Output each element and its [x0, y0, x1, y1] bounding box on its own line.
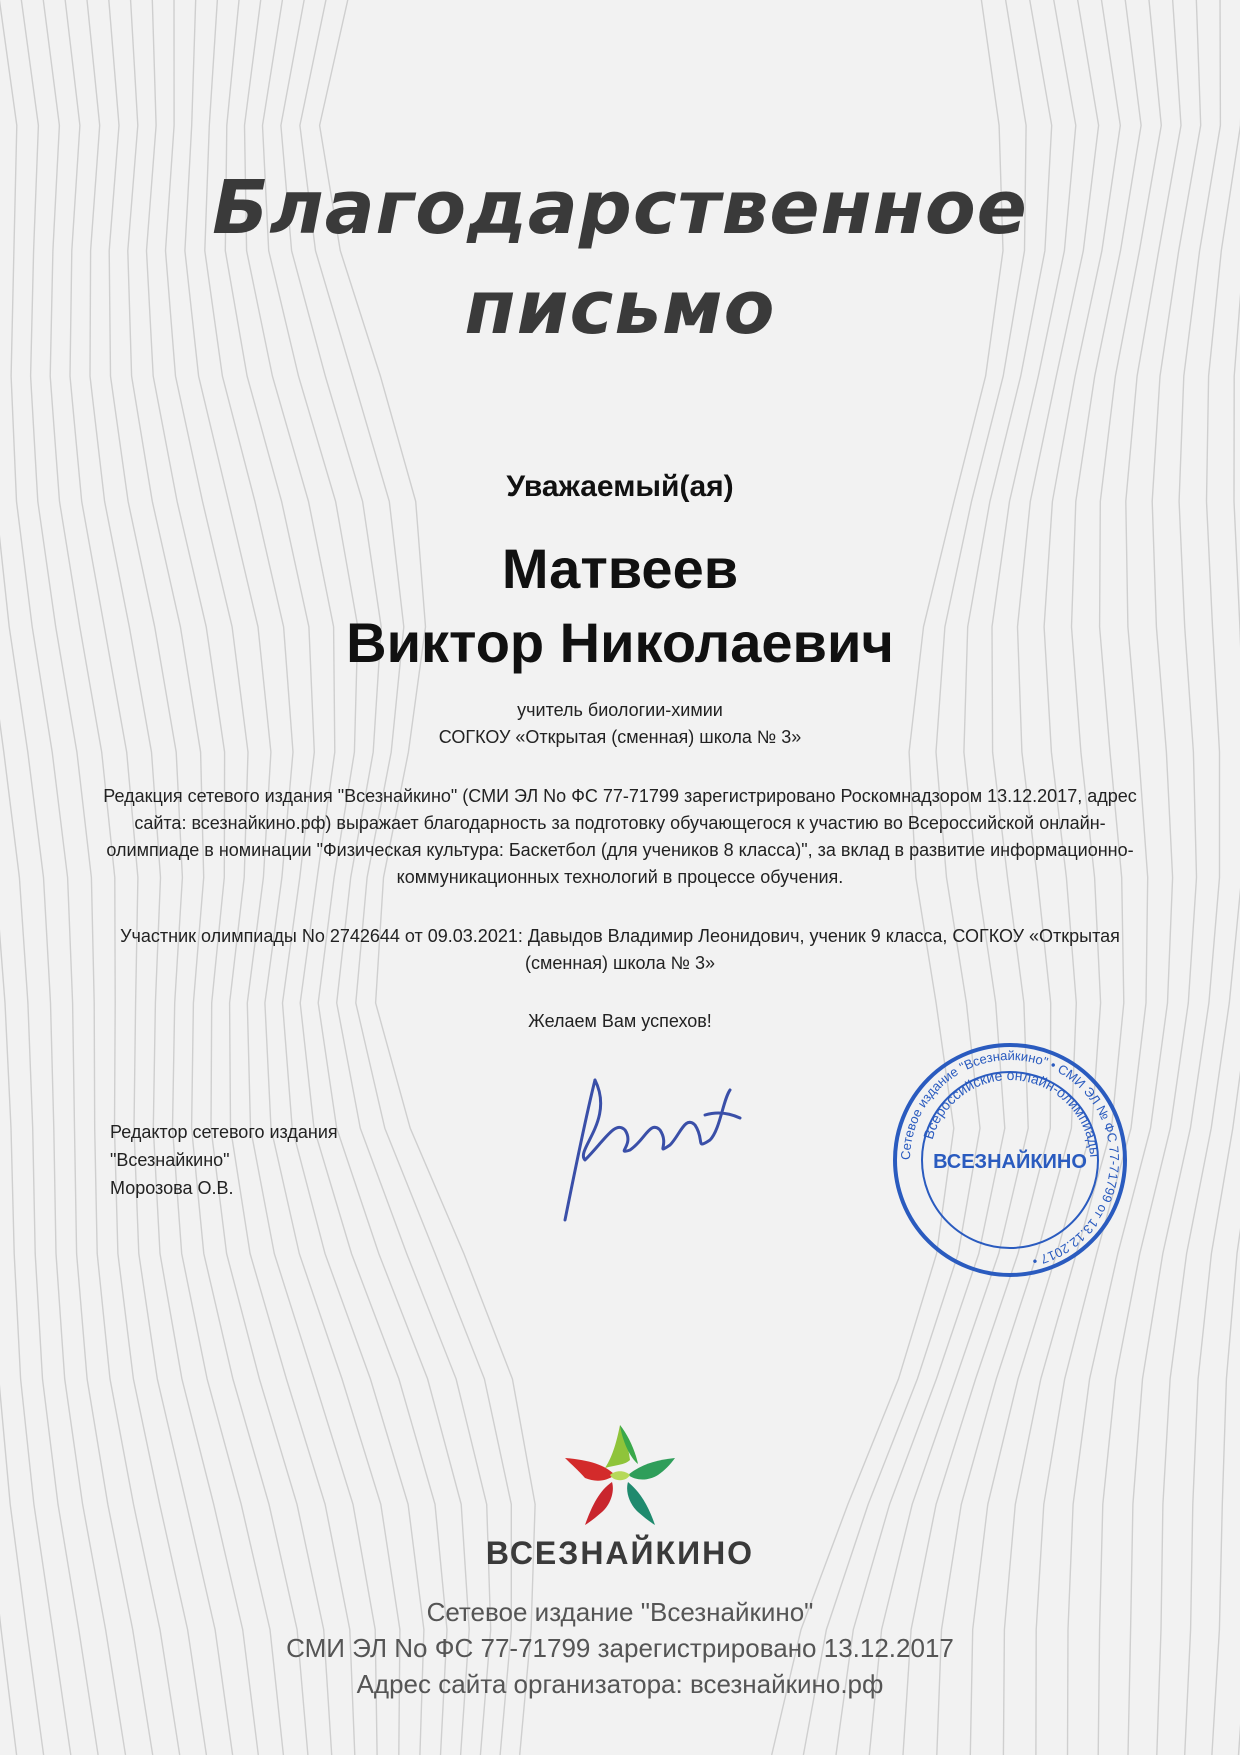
- editor-signature: [555, 1060, 755, 1230]
- certificate-title-line2: письмо: [464, 265, 776, 351]
- logo-wordmark: ВСЕЗНАЙКИНО: [485, 1535, 755, 1571]
- organization-stamp: [890, 1040, 1130, 1280]
- footer-line1: Сетевое издание "Всезнайкино": [426, 1597, 814, 1627]
- stamp-center-text: ВСЕЗНАЙКИНО: [933, 1151, 1087, 1173]
- stamp-inner-text: Всероссийские онлайн-олимпиады: [919, 1066, 1104, 1158]
- editor-line2: "Всезнайкино": [110, 1150, 230, 1170]
- recipient-given-names: Виктор Николаевич: [346, 611, 894, 674]
- editor-line1: Редактор сетевого издания: [110, 1122, 338, 1142]
- recipient-organization: СОГКОУ «Открытая (сменная) школа № 3»: [438, 727, 802, 747]
- footer-line3: Адрес сайта организатора: всезнайкино.рф: [356, 1669, 884, 1699]
- certificate-title-line1: Благодарственное: [212, 165, 1028, 251]
- greeting: Уважаемый(ая): [506, 470, 734, 503]
- body-wish: Желаем Вам успехов!: [528, 1011, 712, 1031]
- footer-line2: СМИ ЭЛ No ФС 77-71799 зарегистрировано 13.12.2017: [286, 1633, 954, 1663]
- logo-star-icon: [560, 1420, 680, 1530]
- recipient-position: учитель биологии-химии: [517, 700, 723, 720]
- stamp-outer-text: Сетевое издание "Всезнайкино" • СМИ ЭЛ № ФС 77-71799 от 13.12.2017 •: [897, 1047, 1123, 1270]
- recipient-surname: Матвеев: [501, 537, 739, 600]
- body-paragraph-gratitude: Редакция сетевого издания "Всезнайкино" (СМИ ЭЛ No ФС 77-71799 зарегистрировано Роскомнадзором 13.12.2017, адрес сайта: всезнайкино.рф) выражает благодарность за подготовку обучающегося к участию во Всероссийской онлайн-олимпиаде в номинации "Физическая культура: Баскетбол (для учеников 8 класса)", за вклад в развитие информационно-коммуникационных технологий в процессе обучения.: [103, 786, 1137, 887]
- editor-line3: Морозова О.В.: [110, 1178, 234, 1198]
- body-paragraph-participant: Участник олимпиады No 2742644 от 09.03.2021: Давыдов Владимир Леонидович, ученик 9 класса, СОГКОУ «Открытая (сменная) школа № 3»: [120, 926, 1120, 973]
- editor-block: [110, 1118, 338, 1202]
